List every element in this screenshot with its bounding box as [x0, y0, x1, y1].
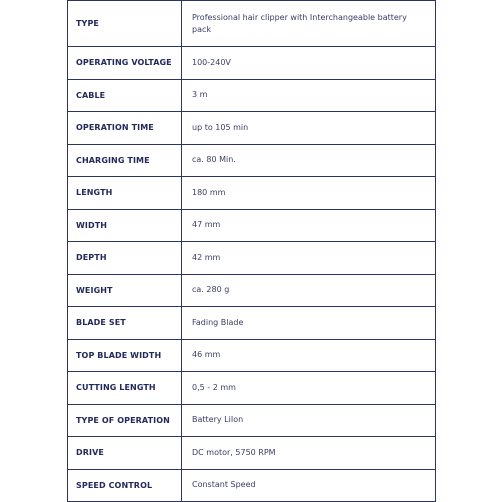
spec-label: WEIGHT: [68, 274, 182, 307]
table-row: [68, 307, 436, 340]
spec-label: BLADE SET: [68, 307, 182, 340]
spec-label: WIDTH: [68, 209, 182, 242]
table-row: [68, 209, 436, 242]
spec-value: 42 mm: [182, 242, 436, 275]
spec-label: TYPE: [68, 1, 182, 47]
spec-label: CUTTING LENGTH: [68, 372, 182, 405]
table-row: [68, 242, 436, 275]
spec-value: DC motor, 5750 RPM: [182, 437, 436, 470]
specifications-table: [67, 0, 436, 502]
spec-value: Fading Blade: [182, 307, 436, 340]
spec-value: 46 mm: [182, 339, 436, 372]
spec-label: OPERATION TIME: [68, 112, 182, 145]
spec-value: ca. 280 g: [182, 274, 436, 307]
spec-value: 180 mm: [182, 177, 436, 210]
spec-label: DEPTH: [68, 242, 182, 275]
spec-value: 100-240V: [182, 47, 436, 80]
spec-label: TOP BLADE WIDTH: [68, 339, 182, 372]
spec-label: TYPE OF OPERATION: [68, 404, 182, 437]
table-row: [68, 144, 436, 177]
table-row: [68, 47, 436, 80]
spec-value: ca. 80 Min.: [182, 144, 436, 177]
spec-label: CABLE: [68, 79, 182, 112]
table-row: [68, 79, 436, 112]
spec-value: up to 105 min: [182, 112, 436, 145]
table-row: [68, 177, 436, 210]
spec-label: CHARGING TIME: [68, 144, 182, 177]
table-row: [68, 372, 436, 405]
spec-label: SPEED CONTROL: [68, 469, 182, 502]
spec-label: LENGTH: [68, 177, 182, 210]
table-row: [68, 112, 436, 145]
table-row: [68, 274, 436, 307]
spec-label: OPERATING VOLTAGE: [68, 47, 182, 80]
spec-value: 47 mm: [182, 209, 436, 242]
spec-value: Constant Speed: [182, 469, 436, 502]
spec-value: Professional hair clipper with Interchangeable battery pack: [182, 1, 436, 47]
table-row: [68, 437, 436, 470]
spec-label: DRIVE: [68, 437, 182, 470]
specifications-body: [68, 1, 436, 502]
table-row: [68, 404, 436, 437]
table-row: [68, 1, 436, 47]
spec-value: Battery LiIon: [182, 404, 436, 437]
spec-value: 3 m: [182, 79, 436, 112]
table-row: [68, 339, 436, 372]
table-row: [68, 469, 436, 502]
spec-value: 0,5 - 2 mm: [182, 372, 436, 405]
